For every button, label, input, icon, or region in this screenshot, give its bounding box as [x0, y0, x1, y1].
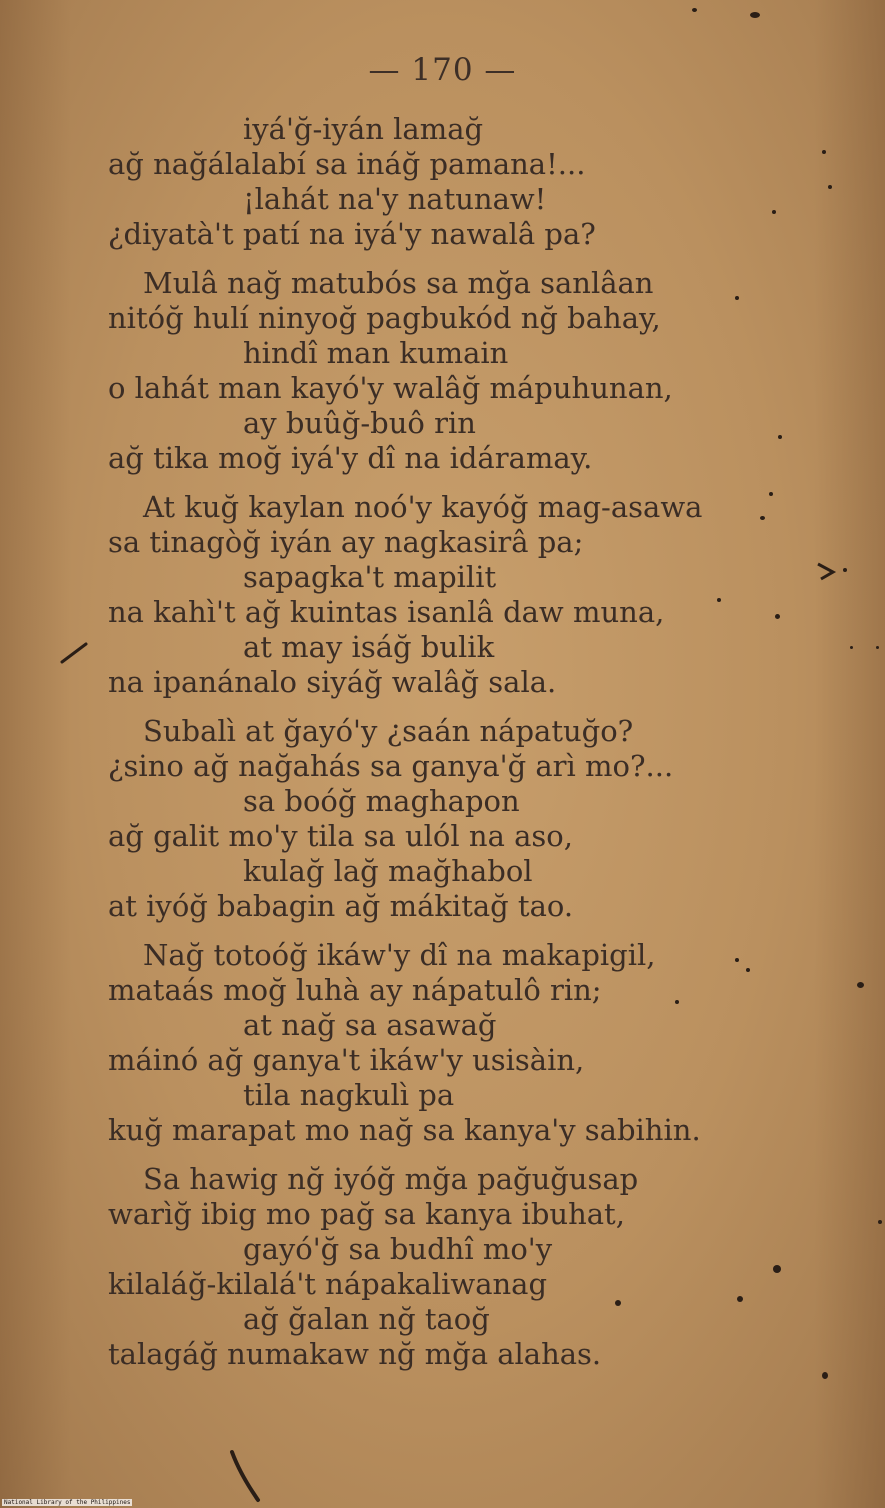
ink-speck	[850, 646, 853, 649]
poem-line: nitóğ hulí ninyoğ pagbukód nğ bahay,	[108, 301, 661, 335]
library-credit: National Library of the Philippines	[4, 1499, 131, 1506]
poem-line: na ipanánalo siyáğ walâğ sala.	[108, 665, 557, 699]
ink-speck	[735, 958, 739, 962]
poem-line: ¿sino ağ nağahás sa ganya'ğ arì mo?...	[108, 749, 674, 783]
ink-speck	[775, 614, 780, 619]
ink-speck	[675, 1000, 679, 1004]
poem-line: Sa hawig nğ iyóğ mğa pağuğusap	[143, 1162, 639, 1196]
page-number: — 170 —	[368, 52, 517, 88]
stanza	[0, 112, 885, 252]
ink-speck	[769, 492, 773, 496]
poem-line: talagáğ numakaw nğ mğa alahas.	[108, 1337, 602, 1371]
ink-speck	[737, 1296, 743, 1302]
stanza	[0, 714, 885, 924]
poem-line: na kahì't ağ kuintas isanlâ daw muna,	[108, 595, 665, 629]
stanza	[0, 490, 885, 700]
poem-line: ¡lahát na'y natunaw!	[243, 182, 547, 216]
ink-speck	[772, 210, 776, 214]
poem-line: kuğ marapat mo nağ sa kanya'y sabihin.	[108, 1113, 701, 1147]
ink-speck	[615, 1300, 621, 1306]
poem	[0, 112, 885, 1386]
poem-line: ağ ğalan nğ taoğ	[243, 1302, 490, 1336]
ink-speck	[878, 1220, 882, 1224]
poem-line: at may isáğ bulik	[243, 630, 495, 664]
poem-line: ağ nağálalabí sa ináğ pamana!...	[108, 147, 586, 181]
poem-line: mataás moğ luhà ay nápatulô rin;	[108, 973, 602, 1007]
poem-line: ağ galit mo'y tila sa ulól na aso,	[108, 819, 573, 853]
poem-line: o lahát man kayó'y walâğ mápuhunan,	[108, 371, 673, 405]
ink-speck	[822, 150, 826, 154]
poem-line: máinó ağ ganya't ikáw'y usisàin,	[108, 1043, 585, 1077]
ink-speck	[773, 1265, 781, 1273]
poem-line: Mulâ nağ matubós sa mğa sanlâan	[143, 266, 654, 300]
poem-line: Subalì at ğayó'y ¿saán nápatuğo?	[143, 714, 634, 748]
poem-line: At kuğ kaylan noó'y kayóğ mag-asawa	[143, 490, 703, 524]
ink-speck	[822, 1372, 828, 1379]
poem-line: sa boóğ maghapon	[243, 784, 520, 818]
poem-line: sa tinagòğ iyán ay nagkasirâ pa;	[108, 525, 584, 559]
ink-speck	[876, 646, 879, 649]
ink-speck	[760, 516, 765, 520]
stanza	[0, 1162, 885, 1372]
poem-line: kilaláğ-kilalá't nápakaliwanag	[108, 1267, 548, 1301]
poem-line: hindî man kumain	[243, 336, 509, 370]
poem-line: warìğ ibig mo pağ sa kanya ibuhat,	[108, 1197, 625, 1231]
poem-line: at iyóğ babagin ağ mákitağ tao.	[108, 889, 574, 923]
ink-speck	[828, 185, 832, 189]
ink-speck	[692, 8, 697, 12]
poem-line: tila nagkulì pa	[243, 1078, 455, 1112]
poem-line: gayó'ğ sa budhî mo'y	[243, 1232, 553, 1266]
ink-stroke-mark	[226, 1448, 266, 1504]
ink-speck	[778, 435, 782, 439]
pencil-tick-mark	[60, 640, 90, 664]
poem-line: ağ tika moğ iyá'y dî na idáramay.	[108, 441, 593, 475]
ink-chevron-mark	[815, 560, 851, 582]
ink-speck	[857, 982, 864, 988]
stanza	[0, 938, 885, 1148]
poem-line: kulağ lağ mağhabol	[243, 854, 533, 888]
poem-line: ¿diyatà't patí na iyá'y nawalâ pa?	[108, 217, 596, 251]
poem-line: at nağ sa asawağ	[243, 1008, 497, 1042]
poem-line: sapagka't mapilit	[243, 560, 497, 594]
ink-speck	[746, 968, 750, 972]
ink-speck	[735, 296, 739, 300]
ink-speck	[717, 598, 721, 602]
poem-line: Nağ totoóğ ikáw'y dî na makapigil,	[143, 938, 656, 972]
poem-line: ay buûğ-buô rin	[243, 406, 476, 440]
poem-line: iyá'ğ-iyán lamağ	[243, 112, 484, 146]
stanza	[0, 266, 885, 476]
ink-speck	[750, 12, 760, 18]
